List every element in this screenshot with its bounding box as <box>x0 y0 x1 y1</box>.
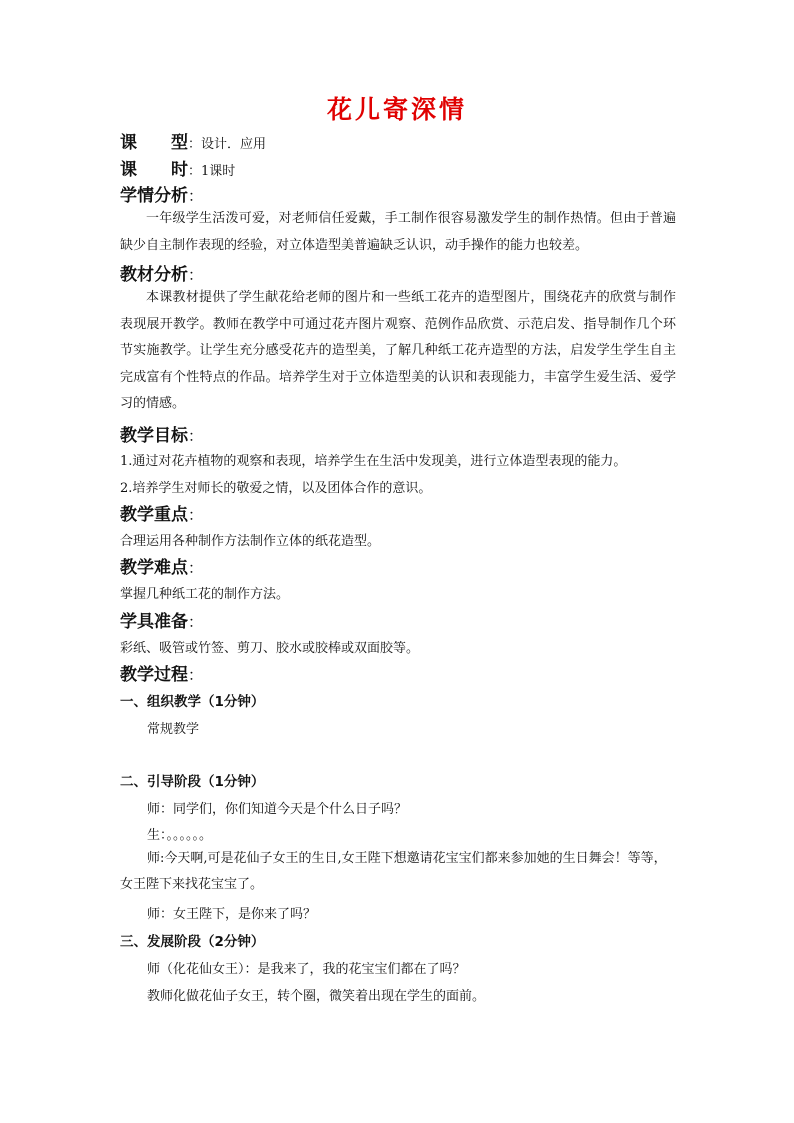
lesson-time-colon: ： <box>188 164 202 179</box>
key-text: 合理运用各种制作方法制作立体的纸花造型。 <box>120 534 381 549</box>
lesson-type-colon: ： <box>188 137 202 152</box>
process-step-3-line-1: 师（化花仙女王）：是我来了，我的花宝宝们都在了吗？ <box>147 962 466 977</box>
process-step-2-title: 二、引导阶段（1分钟） <box>120 774 265 790</box>
process-step-1-text: 常规教学 <box>147 722 200 737</box>
process-step-1-title: 一、组织教学（1分钟） <box>120 694 265 710</box>
lesson-time-label: 课 时 <box>120 160 188 180</box>
lesson-type-label: 课 型 <box>120 133 188 153</box>
difficult-text: 掌握几种纸工花的制作方法。 <box>120 587 290 602</box>
process-step-2-line-2: 生：。。。。。。 <box>147 828 213 843</box>
section-heading-difficult: 教学难点： <box>120 558 204 578</box>
goal-item-2: 2.培养学生对师长的敬爱之情，以及团体合作的意识。 <box>120 481 432 496</box>
goal-item-1: 1.通过对花卉植物的观察和表现，培养学生在生活中发现美，进行立体造型表现的能力。 <box>120 454 627 469</box>
material-paragraph: 本课教材提供了学生献花给老师的图片和一些纸工花卉的造型图片，围绕花卉的欣赏与制作表现展开教学。教师在教学中可通过花卉图片观察、范例作品欣赏、示范启发、指导制作几个环节实施教学。让学生充分感受花卉的造型美，了解几种纸工花卉造型的方法，启发学生学生自主完成富有个性特点的作品。培养学生对于立体造型美的认识和表现能力，丰富学生爱生活、爱学习的情感。 <box>120 290 676 411</box>
process-step-2-line-3: 师:今天啊,可是花仙子女王的生日,女王陛下想邀请花宝宝们都来参加她的生日舞会！等等，女王陛下来找花宝宝了。 <box>120 851 667 892</box>
section-heading-goals: 教学目标： <box>120 426 204 446</box>
process-step-2-line-4: 师：女王陛下，是你来了吗？ <box>147 907 317 922</box>
process-step-3-line-2: 教师化做花仙子女王，转个圈，微笑着出现在学生的面前。 <box>147 989 486 1004</box>
process-step-3-title: 三、发展阶段（2分钟） <box>120 934 265 950</box>
lesson-type-row <box>120 128 266 153</box>
section-heading-tools: 学具准备： <box>120 612 204 632</box>
document-title: 花儿寄深情 <box>326 95 467 124</box>
process-step-2-line-1: 师：同学们，你们知道今天是个什么日子吗？ <box>147 802 408 817</box>
section-heading-analysis: 学情分析： <box>120 186 204 206</box>
lesson-type-value: 设计．应用 <box>201 137 267 152</box>
section-heading-material: 教材分析： <box>120 265 204 285</box>
section-heading-key: 教学重点： <box>120 505 204 525</box>
tools-text: 彩纸、吸管或竹签、剪刀、胶水或胶棒或双面胶等。 <box>120 641 420 656</box>
analysis-paragraph: 一年级学生活泼可爱，对老师信任爱戴，手工制作很容易激发学生的制作热情。但由于普遍缺少自主制作表现的经验，对立体造型美普遍缺乏认识，动手操作的能力也较差。 <box>120 211 676 253</box>
lesson-time-value: 1课时 <box>201 164 236 179</box>
lesson-time-row <box>120 155 235 180</box>
section-heading-process: 教学过程： <box>120 665 204 685</box>
